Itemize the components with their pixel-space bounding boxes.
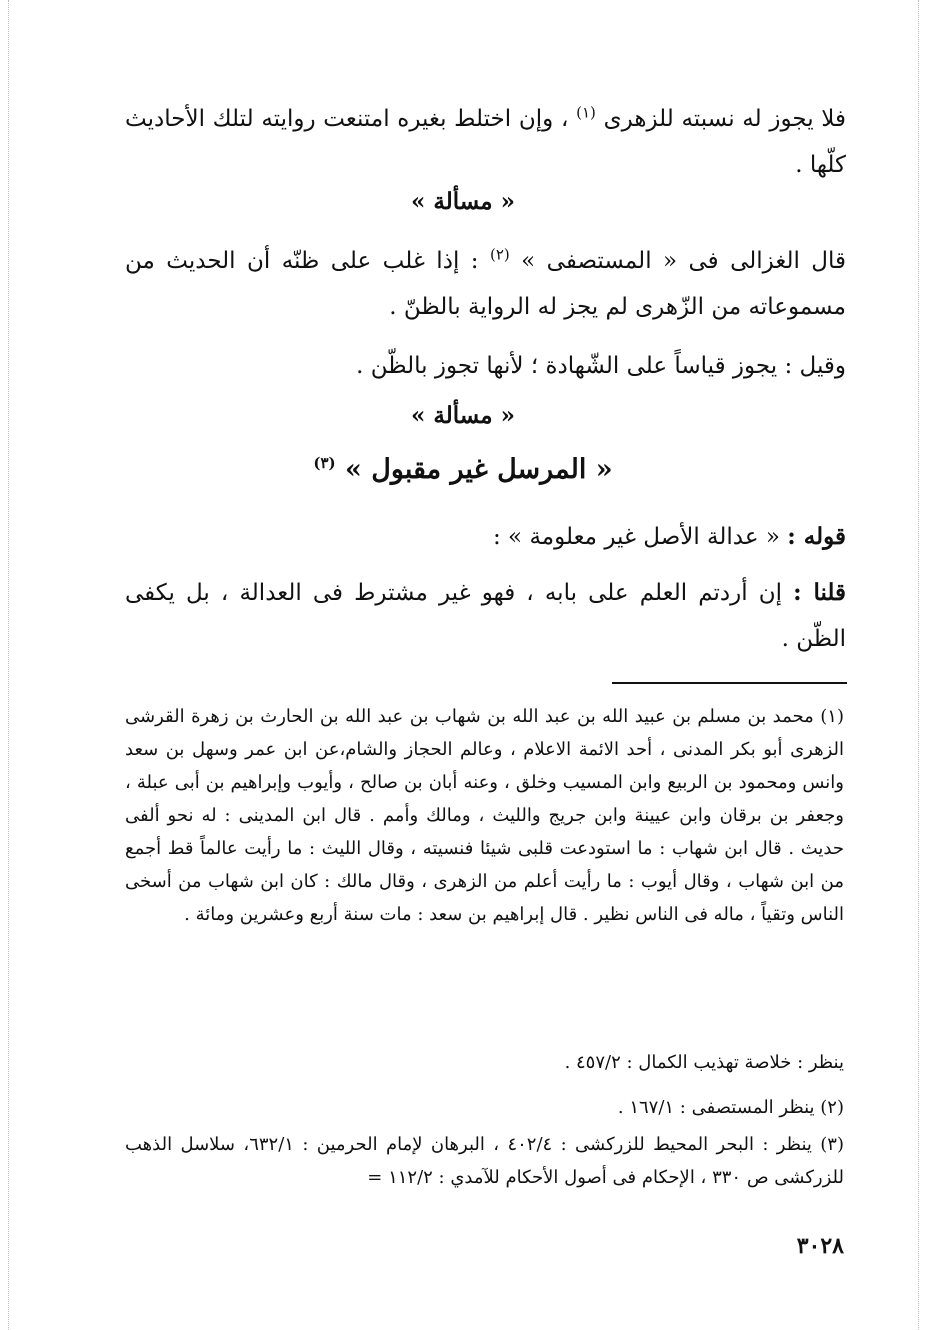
paragraph-2 [125,238,846,330]
footnote-ref-2: (٢) [489,245,510,264]
footnote-ref-1: (١) [576,103,596,122]
paragraph-1-text-end: ، وإن اختلط بغيره امتنعت روايته لتلك الأحاديث كلّها . [125,106,846,178]
footnote-1: (١) محمد بن مسلم بن عبيد الله بن عبد الله بن شهاب بن عبد الله بن الحارث بن زهرة القرشى الزهرى أبو بكر المدنى ، أحد الائمة الاعلام ، وعالم الحجاز والشام،عن ابن عمر وسهل بن سعد وانس ومحمود بن الربيع وابن المسيب وخلق ، وعنه أبان بن صالح ، وأيوب وإبراهيم بن أبى عبلة ، وجعفر بن برقان وابن عيينة وابن جريج والليث ، ومالك وأمم . قال ابن المدينى : له نحو ألفى حديث . قال ابن شهاب : ما استودعت قلبى شيئا فنسيته ، وقال الليث : ما رأيت عالماً قط أجمع من ابن شهاب ، وقال أيوب : ما رأيت أعلم من الزهرى ، وقال مالك : كان ابن شهاب من أسخى الناس وتقياً ، ماله فى الناس نظير . قال إبراهيم بن سعد : مات سنة أربع وعشرين ومائة . [125,706,844,925]
footnote-separator [612,682,847,684]
paragraph-1-text-start: فلا يجوز له نسبته للزهرى [603,106,847,132]
section-heading-mursal [0,454,926,485]
footnote-3: (٣) ينظر : البحر المحيط للزركشى : ٤٠٢/٤ ، البرهان لإمام الحرمين : ٦٣٢/١، سلاسل الذهب للزركشى ص ٣٣٠ ، الإحكام فى أصول الأحكام للآمدي : ١١٢/٢ = [125,1134,844,1188]
paragraph-3: وقيل : يجوز قياساً على الشّهادة ؛ لأنها تجوز بالظّن . [356,353,846,379]
section-heading-masala-1: « مسألة » [411,188,515,215]
page-number: ٣٠٢٨ [796,1233,844,1259]
footnote-ref-3: (٣) [313,454,336,472]
paragraph-5-text: إن أردتم العلم على بابه ، فهو غير مشترط فى العدالة ، بل يكفى الظّن . [125,580,846,652]
heading-mursal-text: « المرسل غير مقبول » [345,454,613,485]
paragraph-4-text: « عدالة الأصل غير معلومة » : [493,524,780,550]
paragraph-4-lead: قوله : [787,523,846,550]
paragraph-1 [125,96,846,188]
paragraph-2-text-start: قال الغزالى فى « المستصفى » [521,248,847,274]
paragraph-5 [125,570,846,662]
paragraph-5-lead: قلنا : [793,579,847,606]
paragraph-2-text-end: : إذا غلب على ظنّه أن الحديث من مسموعاته من الزّهرى لم يجز له الرواية بالظنّ . [125,248,846,320]
footnote-2: (٢) ينظر المستصفى : ١٦٧/١ . [617,1097,844,1118]
section-heading-masala-2: « مسألة » [411,402,515,429]
paragraph-4 [125,514,846,560]
footnote-1-source: ينظر : خلاصة تهذيب الكمال : ٤٥٧/٢ . [564,1052,844,1073]
